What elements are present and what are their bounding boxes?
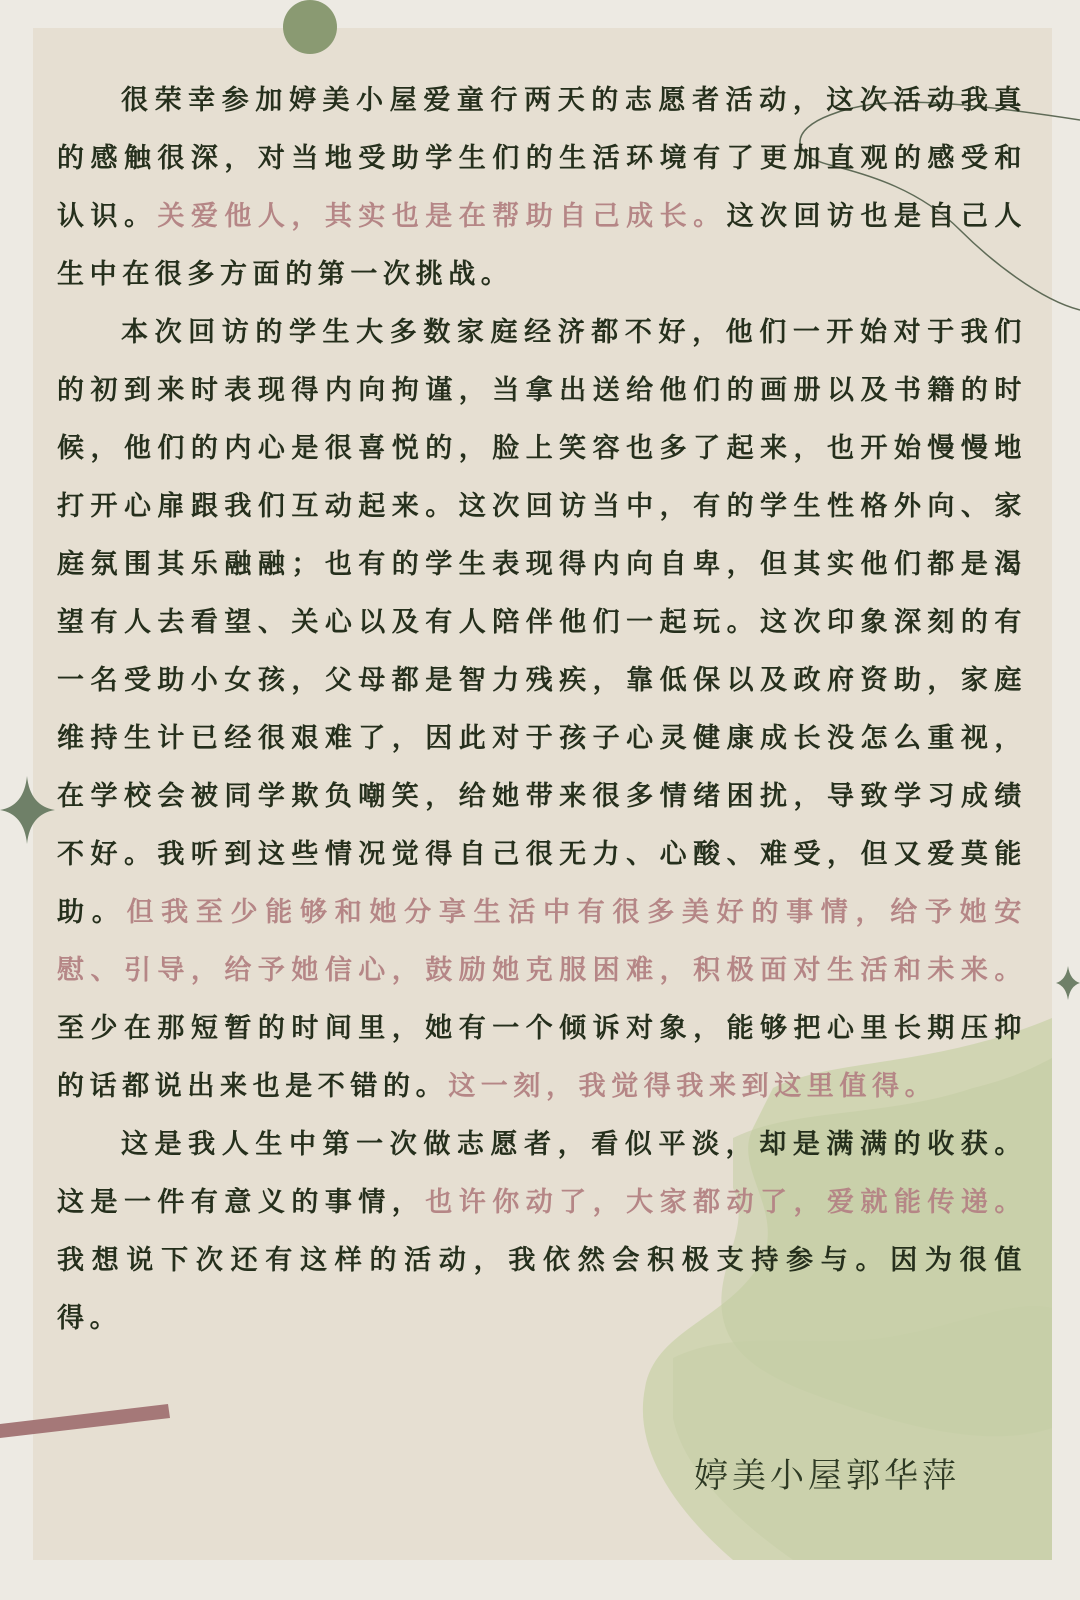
highlight-segment: 这一刻，我觉得我来到这里值得。 — [448, 1071, 938, 1102]
text-segment: 我想说下次还有这样的活动，我依然会积极支持参与。因为很值得。 — [57, 1245, 1027, 1334]
letter-body — [57, 72, 1027, 1348]
highlight-segment: 也许你动了，大家都动了，爱就能传递。 — [425, 1187, 1027, 1218]
text-segment: 本次回访的学生大多数家庭经济都不好，他们一开始对于我们的初到来时表现得内向拘谨，当拿出送给他们的画册以及书籍的时候，他们的内心是很喜悦的，脸上笑容也多了起来，也开始慢慢地打开心扉跟我们互动起来。这次回访当中，有的学生性格外向、家庭氛围其乐融融；也有的学生表现得内向自卑，但其实他们都是渴望有人去看望、关心以及有人陪伴他们一起玩。这次印象深刻的有一名受助小女孩，父母都是智力残疾，靠低保以及政府资助，家庭维持生计已经很艰难了，因此对于孩子心灵健康成长没怎么重视，在学校会被同学欺负嘲笑，给她带来很多情绪困扰，导致学习成绩不好。我听到这些情况觉得自己很无力、心酸、难受，但又爱莫能助。 — [57, 317, 1027, 928]
letter-paper — [33, 28, 1052, 1560]
text-segment: 这是我人生中第一次做志愿者，看似平淡，却是满满的收获。这是一件有意义的事情， — [57, 1129, 1027, 1218]
highlight-segment: 但我至少能够和她分享生活中有很多美好的事情，给予她安慰、引导，给予她信心，鼓励她克服困难，积极面对生活和未来。 — [57, 897, 1027, 986]
highlight-segment: 关爱他人，其实也是在帮助自己成长。 — [157, 201, 727, 232]
paragraph-2 — [57, 304, 1027, 1116]
sparkle-star — [1056, 966, 1080, 1000]
signature: 婷美小屋郭华萍 — [694, 1456, 960, 1496]
text-segment: 很荣幸参加婷美小屋爱童行两天的志愿者活动，这次活动我真的感触很深，对当地受助学生们的生活环境有了更加直观的感受和认识。 — [57, 85, 1027, 232]
text-segment: 至少在那短暂的时间里，她有一个倾诉对象，能够把心里长期压抑的话都说出来也是不错的。 — [57, 1013, 1027, 1102]
text-segment: 这次回访也是自己人生中在很多方面的第一次挑战。 — [57, 201, 1027, 290]
paragraph-1 — [57, 72, 1027, 304]
paragraph-3 — [57, 1116, 1027, 1348]
